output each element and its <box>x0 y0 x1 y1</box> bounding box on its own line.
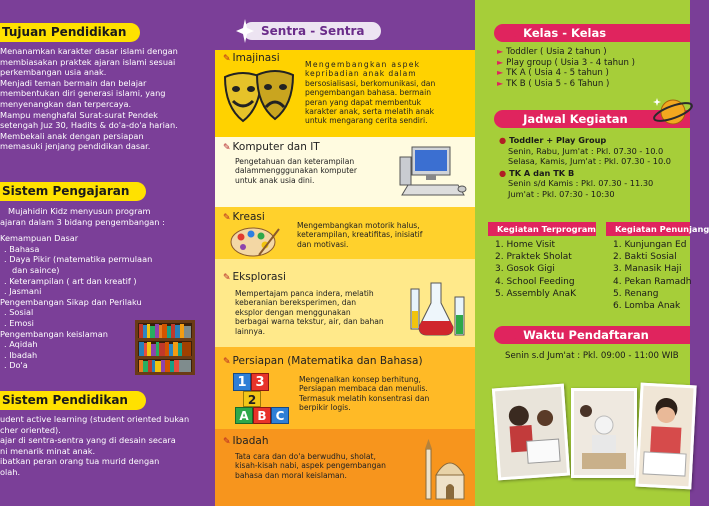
list-item: . Do'a <box>4 360 28 371</box>
sentra-desc: Mengenalkan konsep berhitung, Persiapan membaca dan menulis. Termasuk melatih konsentrasi dan berpikir logis. <box>299 375 430 413</box>
jadwal-heading: ► Jadwal Kegiatan <box>494 110 690 128</box>
text-line: Mampu menghafal Surat-surat Pendek <box>0 109 158 120</box>
mosque-icon <box>420 437 470 503</box>
left-panel <box>0 0 215 506</box>
sentra-persiapan <box>215 347 475 429</box>
pencil-icon: ✎ <box>223 54 231 64</box>
sentra-komputer <box>215 137 475 207</box>
text-line: ajaran dalam 3 bidang pengembangan : <box>0 216 165 227</box>
kelas-heading: ► Kelas - Kelas <box>494 24 690 42</box>
sparkle-icon <box>235 18 255 44</box>
text-line: membentukan diri generasi islami, yang <box>0 88 166 99</box>
sentra-imajinasi <box>215 50 475 137</box>
right-panel <box>475 0 709 506</box>
text-line: Membekali anak dengan persiapan <box>0 130 144 141</box>
lab-flask-icon <box>407 279 469 341</box>
list-item: ► Play group ( Usia 3 - 4 tahun ) <box>497 57 636 68</box>
list-item: ► Toddler ( Usia 2 tahun ) <box>497 47 607 57</box>
letter-block: B <box>253 407 271 424</box>
penunjang-heading: Kegiatan Penunjang <box>606 222 690 236</box>
sistem-pengajaran-heading: Sistem Pengajaran <box>0 182 146 201</box>
letter-block: A <box>235 407 253 424</box>
number-block: 3 <box>251 373 269 391</box>
theater-masks-icon <box>221 67 297 133</box>
pencil-icon: ✎ <box>223 143 231 153</box>
arrow-icon: ► <box>497 57 504 67</box>
arrow-icon: ► <box>497 78 504 88</box>
arrow-icon: ► <box>497 68 504 78</box>
sentra-title: ✎ Eksplorasi <box>223 271 286 283</box>
list-item: ► TK A ( Usia 4 - 5 tahun ) <box>497 68 609 79</box>
list-item: . Bahasa <box>4 243 40 254</box>
photo-illustration <box>574 391 634 475</box>
sentra-desc: Mempertajam panca indera, melatih keberanian bereksperimen, dan eksplor dengan menggunakan berbagai warna tekstur, air, dan bahan lainnya. <box>235 289 384 336</box>
text-line: Menjadi teman bermain dan belajar <box>0 77 147 88</box>
sentra-desc: Mengembangkan aspek kepribadian anak dalam bersosialisasi, berkomunikasi, dan pengembangan bahasa. bermain peran yang dapat membentuk karakter anak, serta melatih anak untuk mengarang cerita sendiri. <box>305 60 436 126</box>
text-line: cher oriented). <box>0 424 61 435</box>
list-item: . Emosi <box>4 317 34 328</box>
list-item: . Keterampilan ( art dan kreatif ) <box>4 275 137 286</box>
text-line: membiasakan praktek ajaran islami sesuai <box>0 56 176 67</box>
bookshelf-icon <box>134 318 196 376</box>
group-label: ● TK A dan TK B <box>499 167 575 178</box>
pencil-icon: ✎ <box>223 213 231 223</box>
photo-kids-writing <box>492 384 570 481</box>
list-item: . Aqidah <box>4 339 38 350</box>
text-line: perkembangan usia anak. <box>0 67 107 78</box>
list-item: . Ibadah <box>4 349 38 360</box>
sentra-desc: Pengetahuan dan keterampilan dalammengggunakan komputer untuk anak usia dini. <box>235 157 357 185</box>
text-line: Menanamkan karakter dasar islami dengan <box>0 46 178 56</box>
photo-child-coloring <box>635 383 696 490</box>
sistem-pendidikan-text <box>0 414 189 478</box>
waktu-heading: ► Waktu Pendaftaran <box>494 326 690 344</box>
tujuan-heading: Tujuan Pendidikan <box>0 23 140 42</box>
sentra-title: ✎ Kreasi <box>223 211 265 223</box>
computer-icon <box>398 145 470 203</box>
sentra-title: ✎ Persiapan (Matematika dan Bahasa) <box>223 355 423 367</box>
sistem-pendidikan-heading: Sistem Pendidikan <box>0 391 146 410</box>
arrow-icon: ► <box>514 30 521 39</box>
waktu-text: Senin s.d Jum'at : Pkl. 09:00 - 11:00 WIB <box>505 351 679 361</box>
sentra-desc: Mengembangkan motorik halus, keterampilan, kreatifitas, inisiatif dan motivasi. <box>297 221 423 249</box>
list-item: . Jasmani <box>4 286 42 297</box>
group-label: Kemampuan Dasar <box>0 233 79 244</box>
pencil-icon: ✎ <box>223 357 231 367</box>
photo-classroom <box>571 388 637 478</box>
group-label: ● Toddler + Play Group <box>499 135 607 145</box>
abc-blocks-icon <box>233 373 289 425</box>
sentra-heading: Sentra - Sentra <box>243 22 381 40</box>
photo-illustration <box>495 387 567 477</box>
number-block: 2 <box>243 391 261 407</box>
planet-icon <box>651 92 691 130</box>
text-line: memasuki jenjang pendidikan dasar. <box>0 141 151 152</box>
sentra-title: ✎ Ibadah <box>223 435 269 447</box>
text-line: ibatkan peran orang tua murid dengan <box>0 456 160 467</box>
text-line: Mujahidin Kidz menyusun program <box>8 206 151 216</box>
text-line: udent active learning (student oriented bukan <box>0 414 190 424</box>
text-line: ajar di sentra-sentra yang di desain secara <box>0 435 176 446</box>
list-item: dan saince) <box>12 264 60 275</box>
terprogram-list: 1. Home Visit 2. Praktek Sholat 3. Gosok Gigi 4. School Feeding 5. Assembly AnaK <box>495 240 576 299</box>
letter-block: C <box>271 407 289 424</box>
photo-illustration <box>638 386 693 486</box>
group-label: Pengembangan Sikap dan Perilaku <box>0 296 142 307</box>
pencil-icon: ✎ <box>223 437 231 447</box>
tujuan-text <box>0 46 178 152</box>
text-line: olah. <box>0 466 21 477</box>
terprogram-heading: Kegiatan Terprogram <box>488 222 596 236</box>
arrow-icon: ► <box>514 332 521 341</box>
sentra-eksplorasi <box>215 259 475 347</box>
arrow-icon: ► <box>497 47 504 56</box>
text-line: menyenangkan dan terpercaya. <box>0 98 132 109</box>
arrow-icon: ► <box>514 116 521 125</box>
number-block: 1 <box>233 373 251 391</box>
sentra-ibadah <box>215 429 475 506</box>
list-item: ► TK B ( Usia 5 - 6 Tahun ) <box>497 78 610 89</box>
sentra-title: ✎ Komputer dan IT <box>223 141 320 153</box>
jadwal-list: ● Toddler + Play Group Senin, Rabu, Jum'at : Pkl. 07.30 - 10.0 Selasa, Kamis, Jum'at : Pkl. 07.30 - 10.0 ● TK A dan TK B Senin s/d Kamis : Pkl. 07.30 - 11.30 Jum'at : Pkl. 07:30 - 10:30 <box>499 135 671 199</box>
sentra-kreasi <box>215 207 475 259</box>
sentra-title: ✎ Imajinasi <box>223 52 280 64</box>
text-line: ni menarik minat anak. <box>0 445 96 456</box>
pencil-icon: ✎ <box>223 273 231 283</box>
paint-palette-icon <box>229 225 281 259</box>
penunjang-list: 1. Kunjungan Ed 2. Bakti Sosial 3. Manasik Haji 4. Pekan Ramadh 5. Renang 6. Lomba Anak <box>613 240 692 312</box>
group-label: Pengembangan keislaman <box>0 328 108 339</box>
text-line: setengah Juz 30, Hadits & do'a-do'a harian. <box>0 120 178 131</box>
kelas-list <box>497 47 635 89</box>
list-item: . Sosial <box>4 307 34 318</box>
list-item: . Daya Pikir (matematika permulaan <box>4 254 153 265</box>
sentra-desc: Tata cara dan do'a berwudhu, sholat, kisah-kisah nabi, aspek pengembangan bahasa dan moral keislaman. <box>235 452 386 480</box>
sentra-panel <box>215 0 475 506</box>
